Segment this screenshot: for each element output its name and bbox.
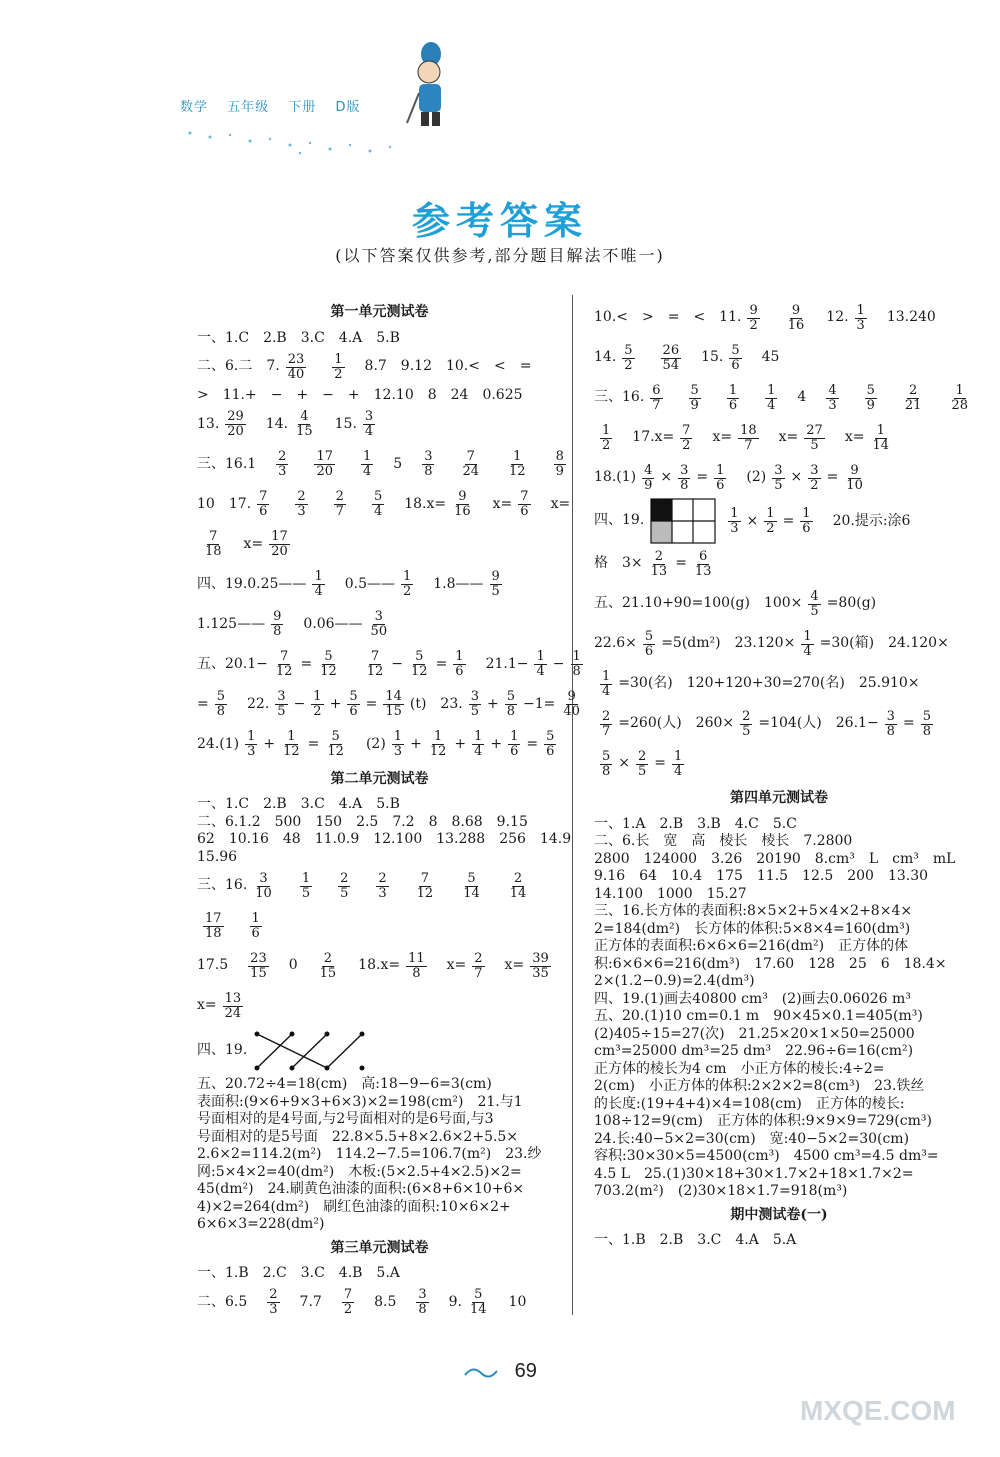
answer-line: 五、20.1− $\frac{7}{12}$ = $\frac{5}{12}$ $\frac{7}{12}$ − $\frac{5}{12}$ = $\frac{1}{6}$ 21.1− $\frac{1}{4}$ − $\frac{1}{8}$ (197, 649, 581, 679)
answer-line: 2=184(dm²) 长方体的体积:5×8×4=160(dm³) (594, 920, 911, 937)
answer-line: 703.2(m²) (2)30×18×1.7=918(m³) (594, 1183, 848, 1199)
answer-line: 正方体的棱长为4 cm 小正方体的棱长:4÷2= (594, 1060, 885, 1077)
answer-line: 格 3× $\frac{2}{13}$ = $\frac{6}{13}$ (594, 548, 712, 579)
answer-line: $\frac{1}{4}$ =30(名) 120+120+30=270(名) 25.910× (602, 668, 920, 699)
answer-line: 五、21.10+90=100(g) 100× $\frac{4}{5}$ =80(g) (594, 588, 877, 619)
answer-line: 9.16 64 10.4 175 11.5 12.5 200 13.30 (594, 868, 929, 884)
section-title-unit-1: 第一单元测试卷 (330, 304, 429, 320)
answer-line: 2800 124000 3.26 20190 8.cm³ L cm³ mL (594, 850, 956, 867)
answer-line: 网:5×4×2=40(dm²) 木板:(5×2.5+4×2.5)×2= (197, 1163, 522, 1180)
edition: D版 (335, 100, 361, 115)
decorative-dots-icon (180, 115, 410, 160)
answer-line: $\frac{7}{18}$ x= $\frac{17}{20}$ (205, 529, 288, 559)
answer-line: = $\frac{5}{8}$ 22. $\frac{3}{5}$ − $\frac{1}{2}$ + $\frac{5}{6}$ = $\frac{14}{15}$ (t) 23. $\frac{3}{5}$ + $\frac{5}{8}$ −1= $\frac{9}{40}$ (197, 689, 580, 719)
answer-line: 五、20.(1)10 cm=0.1 m 90×45×0.1=405(m³) (594, 1008, 923, 1024)
shaded-grid-diagram (650, 498, 716, 544)
answer-line: 四、19.0.25—— $\frac{1}{4}$ 0.5—— $\frac{1}{2}$ 1.8—— $\frac{9}{5}$ (197, 569, 500, 599)
left-column (197, 298, 581, 1323)
page-number-text: 69 (514, 1360, 537, 1382)
answer-line: 一、1.C 2.B 3.C 4.A 5.B (197, 796, 400, 812)
answer-line: 的长度:(19+4+4)×4=108(cm) 正方体的棱长: (594, 1095, 905, 1112)
matching-lines-diagram (247, 1026, 377, 1076)
answer-line: 表面积:(9×6+9×3+6×3)×2=198(cm²) 21.与1 (197, 1093, 523, 1110)
page-title: 参考答案 (411, 198, 588, 243)
right-column (594, 298, 968, 1250)
answer-line: x= $\frac{13}{24}$ (197, 990, 242, 1021)
answer-line: 三、16. $\frac{3}{10}$ $\frac{1}{5}$ $\frac{2}{5}$ $\frac{2}{3}$ $\frac{7}{12}$ $\frac{5}{14}$ $\frac{2}{14}$ (197, 870, 527, 901)
answer-line: 号面相对的是4号面,与2号面相对的是6号面,与3 (197, 1111, 494, 1127)
answer-line: 2×(1.2−0.9)=2.4(dm³) (594, 973, 755, 989)
book-header (180, 96, 374, 115)
answer-line: 一、1.B 2.B 3.C 4.A 5.A (594, 1232, 797, 1248)
answer-line: 一、1.B 2.C 3.C 4.B 5.A (197, 1265, 400, 1281)
answer-line: 18.(1) $\frac{4}{9}$ × $\frac{3}{8}$ = $\frac{1}{6}$ (2) $\frac{3}{5}$ × $\frac{3}{2}$ = $\frac{9}{10}$ (594, 462, 863, 493)
page-number (0, 1360, 1000, 1383)
volume: 下册 (288, 100, 317, 115)
subject: 数学 (180, 100, 209, 115)
answer-line: cm³=25000 dm³=25 dm³ 22.96÷6=16(cm²) (594, 1043, 914, 1059)
answer-line: 13. $\frac{29}{20}$ 14. $\frac{4}{15}$ 15. $\frac{3}{4}$ (197, 409, 374, 439)
answer-line: 2(cm) 小正方体的体积:2×2×2=8(cm³) 23.铁丝 (594, 1078, 925, 1094)
section-title-midterm: 期中测试卷(一) (730, 1206, 828, 1223)
answer-line: $\frac{1}{2}$ 17.x= $\frac{7}{2}$ x= $\frac{18}{7}$ x= $\frac{27}{5}$ x= $\frac{1}{14}$ (602, 422, 890, 453)
answer-line: 14.100 1000 15.27 (594, 885, 747, 902)
grade: 五年级 (227, 100, 270, 115)
answer-line: 14. $\frac{5}{2}$ $\frac{26}{54}$ 15. $\frac{5}{6}$ 45 (594, 342, 780, 373)
answer-text: $\frac{1}{3}$ × $\frac{1}{2}$ = $\frac{1}{6}$ 20.提示:涂6 (730, 505, 911, 536)
answer-line: 17.5 $\frac{23}{15}$ 0 $\frac{2}{15}$ 18.x= $\frac{11}{8}$ x= $\frac{2}{7}$ x= $\frac{39}{35}$ (197, 950, 549, 981)
answer-label: 四、19. (594, 512, 645, 529)
answer-line: 108÷12=9(cm) 正方体的体积:9×9×9=729(cm³) (594, 1113, 932, 1129)
answer-line: 积:6×6×6=216(dm³) 17.60 128 25 6 18.4× (594, 955, 947, 972)
answer-line-with-grid (594, 498, 964, 544)
page-ornament-icon (463, 1365, 503, 1379)
answer-line: 二、6.5 $\frac{2}{3}$ 7.7 $\frac{7}{2}$ 8.5 $\frac{3}{8}$ 9. $\frac{5}{14}$ 10 (197, 1287, 527, 1317)
answer-line: 容积:30×30×5=4500(cm³) 4500 cm³=4.5 dm³= (594, 1148, 939, 1164)
section-title-unit-4: 第四单元测试卷 (730, 790, 828, 806)
answer-line: 一、1.C 2.B 3.C 4.A 5.B (197, 329, 400, 346)
answer-line: 二、6.二 7. $\frac{23}{40}$ $\frac{1}{2}$ 8.7 9.12 10.< < = (197, 351, 532, 382)
answer-line: 24.(1) $\frac{1}{3}$ + $\frac{1}{12}$ = $\frac{5}{12}$ (2) $\frac{1}{3}$ + $\frac{1}{12}$ + $\frac{1}{4}$ + $\frac{1}{6}$ = $\frac{5}{6}$ (197, 729, 555, 759)
answer-line: > 11.+ − + − + 12.10 8 24 0.625 (197, 387, 523, 403)
answer-line: 一、1.A 2.B 3.B 4.C 5.C (594, 815, 797, 832)
answer-line: 1.125—— $\frac{9}{8}$ 0.06—— $\frac{3}{50}$ (197, 609, 388, 639)
answer-line: 2.6×2=114.2(m²) 114.2−7.5=106.7(m²) 23.纱 (197, 1146, 542, 1162)
section-title-unit-3: 第三单元测试卷 (330, 1239, 429, 1256)
answer-line: 三、16.长方体的表面积:8×5×2+5×4×2+8×4× (594, 903, 913, 919)
answer-line: 15.96 (197, 848, 238, 865)
answer-line: 10 17. $\frac{7}{6}$ $\frac{2}{3}$ $\frac{2}{7}$ $\frac{5}{4}$ 18.x= $\frac{9}{16}$ x= $\frac{7}{6}$ x= (197, 489, 571, 519)
answer-line: 正方体的表面积:6×6×6=216(dm²) 正方体的体 (594, 938, 909, 954)
answer-line-with-diagram (197, 1026, 562, 1076)
column-divider (572, 295, 573, 1315)
answer-line: $\frac{2}{7}$ =260(人) 260× $\frac{2}{5}$ =104(人) 26.1− $\frac{3}{8}$ = $\frac{5}{8}$ (602, 708, 931, 739)
answer-line: $\frac{5}{8}$ × $\frac{2}{5}$ = $\frac{1}{4}$ (602, 748, 683, 779)
answer-line: 二、6.长 宽 高 棱长 棱长 7.2800 (594, 833, 853, 849)
answer-line: $\frac{17}{18}$ $\frac{1}{6}$ (205, 910, 260, 941)
site-watermark: MXQE.COM (800, 1395, 956, 1426)
answer-label: 四、19. (197, 1042, 248, 1059)
answer-line: 4.5 L 25.(1)30×18+30×1.7×2+18×1.7×2= (594, 1165, 914, 1182)
answer-line: 4)×2=264(dm²) 刷红色油漆的面积:10×6×2+ (197, 1198, 511, 1215)
answer-line: 三、16.1 $\frac{2}{3}$ $\frac{17}{20}$ $\frac{1}{4}$ 5 $\frac{3}{8}$ $\frac{7}{24}$ $\frac{1}{12}$ $\frac{8}{9}$ (197, 449, 564, 479)
answer-line: 五、20.72÷4=18(cm) 高:18−9−6=3(cm) (197, 1076, 492, 1092)
answer-line: 24.长:40−5×2=30(cm) 宽:40−5×2=30(cm) (594, 1130, 910, 1147)
mascot-illustration-icon (405, 38, 455, 133)
answer-line: 号面相对的是5号面 22.8×5.5+8×2.6×2+5.5× (197, 1128, 519, 1145)
answer-line: 45(dm²) 24.刷黄色油漆的面积:(6×8+6×10+6× (197, 1181, 525, 1197)
page-subtitle: (以下答案仅供参考,部分题目解法不唯一) (335, 246, 665, 265)
answer-line: 22.6× $\frac{5}{6}$ =5(dm²) 23.120× $\frac{1}{4}$ =30(箱) 24.120× (594, 628, 949, 659)
section-title-unit-2: 第二单元测试卷 (330, 770, 429, 787)
answer-line: 三、16. $\frac{6}{7}$ $\frac{5}{9}$ $\frac{1}{6}$ $\frac{1}{4}$ 4 $\frac{4}{3}$ $\frac{5}{9}$ $\frac{2}{21}$ $\frac{1}{28}$ (594, 382, 968, 413)
answer-line: 四、19.(1)画去40800 cm³ (2)画去0.06026 m³ (594, 990, 911, 1007)
answer-line: (2)405÷15=27(次) 21.25×20×1×50=25000 (594, 1025, 915, 1042)
answer-line: 二、6.1.2 500 150 2.5 7.2 8 8.68 9.15 (197, 813, 528, 830)
answer-line: 6×6×3=228(dm²) (197, 1216, 325, 1232)
answer-line: 62 10.16 48 11.0.9 12.100 13.288 256 14.9 (197, 831, 572, 847)
answer-line: 10.< > = < 11. $\frac{9}{2}$ $\frac{9}{16}$ 12. $\frac{1}{3}$ 13.240 (594, 302, 936, 333)
